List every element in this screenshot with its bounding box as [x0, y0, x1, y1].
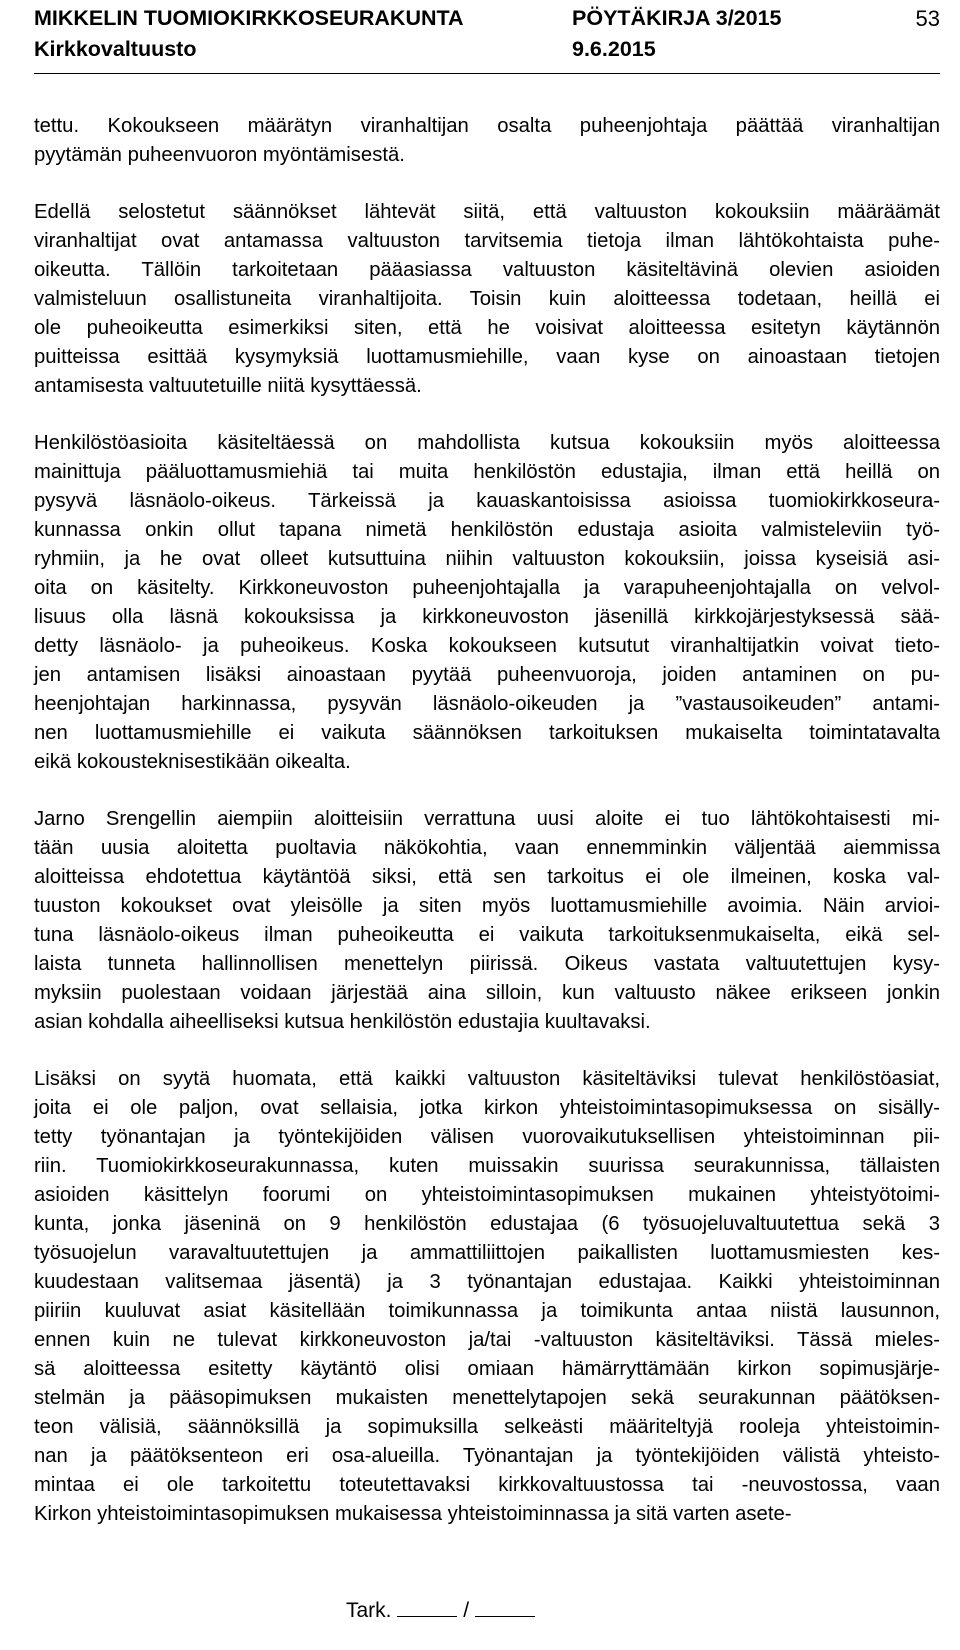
text-line: ennen kuin ne tulevat kirkkoneuvoston ja/tai -valtuuston käsiteltäviksi. Tässä mieles- [34, 1329, 940, 1351]
page-number: 53 [915, 6, 940, 31]
text-line: heenjohtajan harkinnassa, pysyvän läsnäolo-oikeuden ja ”vastausoikeuden” antami- [34, 693, 940, 715]
text-line: ole puheoikeutta esimerkiksi siten, että he voisivat aloitteessa esitetyn käytännön [34, 317, 940, 339]
document-title: PÖYTÄKIRJA 3/2015 [572, 6, 782, 30]
initials-separator: / [463, 1599, 470, 1622]
header-row-1 [34, 6, 940, 37]
text-line: piiriin kuuluvat asiat käsitellään toimikunnassa ja toimikunta antaa niistä lausunnon, [34, 1300, 940, 1322]
text-line: laista tunneta hallinnollisen menettelyn piirissä. Oikeus vastata valtuutettujen kysy- [34, 953, 940, 975]
text-line: työsuojelun varavaltuutettujen ja ammattiliittojen paikallisten luottamusmiesten kes- [34, 1242, 940, 1264]
text-line: ryhmiin, ja he ovat olleet kutsuttuina niihin valtuuston kokouksiin, joissa kyseisiä asi- [34, 548, 940, 570]
paragraph [34, 805, 940, 1037]
text-line: tään uusia aloitetta puoltavia näkökohtia, vaan ennemminkin väljentää aiemmissa [34, 837, 940, 859]
text-line: valmisteluun osallistuneita viranhaltijoita. Toisin kuin aloitteessa todetaan, heillä ei [34, 288, 940, 310]
review-label: Tark. [346, 1599, 392, 1622]
text-line: kuudestaan valitsemaa jäsentä) ja 3 työnantajan edustajaa. Kaikki yhteistoiminnan [34, 1271, 940, 1293]
text-line: mainittuja pääluottamusmiehiä tai muita henkilöstön edustajia, ilman että heillä on [34, 461, 940, 483]
text-line: viranhaltijat ovat antamassa valtuuston tarvitsemia tietoja ilman lähtökohtaista puhe- [34, 230, 940, 252]
initials-blank-1 [397, 1598, 457, 1617]
text-line: teon välisiä, säännöksillä ja sopimuksilla selkeästi määriteltyjä rooleja yhteistoimin- [34, 1416, 940, 1438]
text-line: tuuston kokoukset ovat yleisölle ja siten myös luottamusmiehille avoimia. Näin arvioi- [34, 895, 940, 917]
text-line: eikä kokousteknisestikään oikealta. [34, 751, 351, 773]
text-line: riin. Tuomiokirkkoseurakunnassa, kuten muissakin suurissa seurakunnissa, tällaisten [34, 1155, 940, 1177]
text-line: oikeutta. Tällöin tarkoitetaan pääasiassa valtuuston käsiteltävinä olevien asioiden [34, 259, 940, 281]
text-line: detty läsnäolo- ja puheoikeus. Koska kokoukseen kutsutut viranhaltijatkin voivat tieto- [34, 635, 940, 657]
header-divider [34, 73, 940, 74]
paragraph [34, 198, 940, 401]
text-line: Henkilöstöasioita käsiteltäessä on mahdollista kutsua kokouksiin myös aloitteessa [34, 432, 940, 454]
text-line: jen antamisen lisäksi ainoastaan pyytää puheenvuoroja, joiden antaminen on pu- [34, 664, 940, 686]
text-line: asian kohdalla aiheelliseksi kutsua henkilöstön edustajia kuultavaksi. [34, 1011, 651, 1033]
paragraph [34, 429, 940, 777]
page-header [34, 6, 940, 68]
text-line: myksiin puolestaan voidaan järjestää aina silloin, kun valtuusto näkee erikseen jonkin [34, 982, 940, 1004]
text-line: puitteissa esittää kysymyksiä luottamusmiehille, vaan kyse on ainoastaan tietojen [34, 346, 940, 368]
text-line: lisuus olla läsnä kokouksissa ja kirkkoneuvoston jäsenillä kirkkojärjestyksessä sää- [34, 606, 940, 628]
text-line: nan ja päätöksenteon eri osa-alueilla. Työnantajan ja työntekijöiden välistä yhteisto- [34, 1445, 940, 1467]
paragraph [34, 1065, 940, 1529]
text-line: tuna läsnäolo-oikeus ilman puheoikeutta ei vaikuta tarkoituksenmukaiselta, eikä sel- [34, 924, 940, 946]
text-line: kunta, jonka jäseninä on 9 henkilöstön edustajaa (6 työsuojeluvaltuutettua sekä 3 [34, 1213, 940, 1235]
text-line: antamisesta valtuutetuille niitä kysyttäessä. [34, 375, 422, 397]
text-line: stelmän ja pääsopimuksen mukaisten menettelytapojen sekä seurakunnan päätöksen- [34, 1387, 940, 1409]
review-footer [346, 1598, 535, 1623]
text-line: asioiden käsittelyn foorumi on yhteistoimintasopimuksen mukainen yhteistyötoimi- [34, 1184, 940, 1206]
text-line: aloitteissa ehdotettua käytäntöä siksi, että sen tarkoitus ei ole ilmeinen, koska val- [34, 866, 940, 888]
text-line: pyytämän puheenvuoron myöntämisestä. [34, 144, 405, 166]
text-line: Edellä selostetut säännökset lähtevät siitä, että valtuuston kokouksiin määräämät [34, 201, 940, 223]
text-line: Lisäksi on syytä huomata, että kaikki valtuuston käsiteltäviksi tulevat henkilöstöasiat, [34, 1068, 940, 1090]
text-line: joita ei ole paljon, ovat sellaisia, jotka kirkon yhteistoimintasopimuksessa on sisälly- [34, 1097, 940, 1119]
paragraph [34, 112, 940, 170]
text-line: pysyvä läsnäolo-oikeus. Tärkeissä ja kauaskantoisissa asioissa tuomiokirkkoseura- [34, 490, 940, 512]
council-name: Kirkkovaltuusto [34, 37, 197, 61]
text-line: tetty työnantajan ja työntekijöiden välisen vuorovaikutuksellisen yhteistoiminnan pii- [34, 1126, 940, 1148]
initials-blank-2 [475, 1598, 535, 1617]
meeting-date: 9.6.2015 [572, 37, 656, 61]
text-line: sä aloitteessa esitetty käytäntö olisi omiaan hämärryttämään kirkon sopimusjärje- [34, 1358, 940, 1380]
text-line: Kirkon yhteistoimintasopimuksen mukaisessa yhteistoiminnassa ja sitä varten asete- [34, 1503, 792, 1525]
organization-name: MIKKELIN TUOMIOKIRKKOSEURAKUNTA [34, 6, 464, 30]
text-line: mintaa ei ole tarkoitettu toteutettavaksi kirkkovaltuustossa tai -neuvostossa, vaan [34, 1474, 940, 1496]
header-row-2 [34, 37, 940, 68]
document-body [34, 112, 940, 1557]
text-line: Jarno Srengellin aiempiin aloitteisiin verrattuna uusi aloite ei tuo lähtökohtaisesti mi- [34, 808, 940, 830]
text-line: nen luottamusmiehille ei vaikuta säännöksen tarkoituksen mukaiselta toimintatavalta [34, 722, 940, 744]
text-line: tettu. Kokoukseen määrätyn viranhaltijan osalta puheenjohtaja päättää viranhaltijan [34, 115, 940, 137]
text-line: oita on käsitelty. Kirkkoneuvoston puheenjohtajalla ja varapuheenjohtajalla on velvol- [34, 577, 940, 599]
text-line: kunnassa onkin ollut tapana nimetä henkilöstön edustaja asioita valmisteleviin työ- [34, 519, 940, 541]
